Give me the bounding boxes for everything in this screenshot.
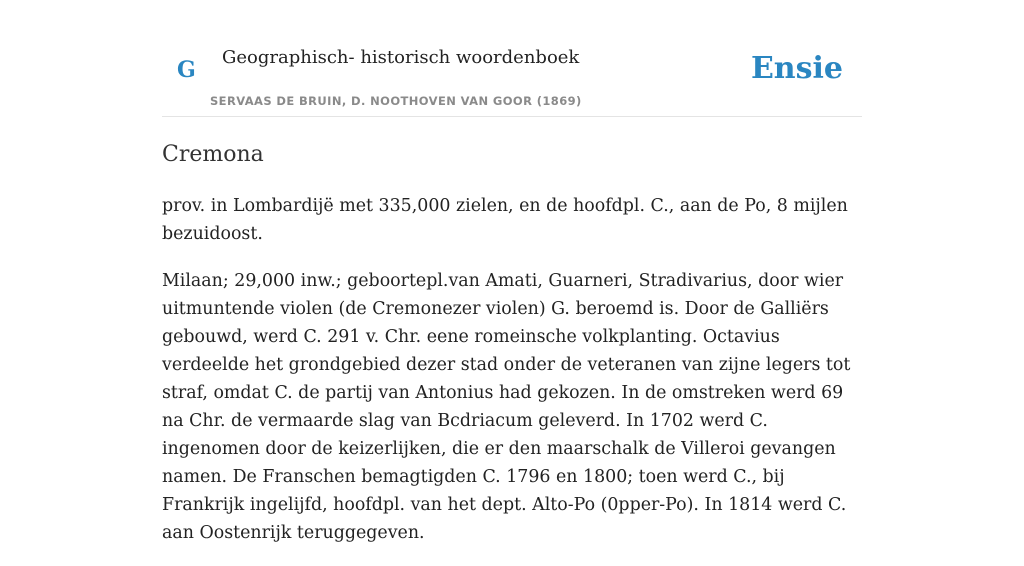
book-author: SERVAAS DE BRUIN, D. NOOTHOVEN VAN GOOR (1869) [210, 94, 582, 108]
entry-paragraph: Milaan; 29,000 inw.; geboortepl.van Amati, Guarneri, Stradivarius, door wier uitmuntende violen (de Cremonezer violen) G. beroemd is. Door de Galliërs gebouwd, werd C. 291 v. Chr. eene romeinsche volkplanting. Octavius verdeelde het grondgebied dezer stad onder de veteranen van zijne legers tot straf, omdat C. de partij van Antonius had gekozen. In de omstreken werd 69 na Chr. de vermaarde slag van Bcdriacum geleverd. In 1702 werd C. ingenomen door de keizerlijken, die er den maarschalk de Villeroi gevangen namen. De Franschen bemagtigden C. 1796 en 1800; toen werd C., bij Frankrijk ingelijfd, hoofdpl. van het dept. Alto-Po (0pper-Po). In 1814 werd C. aan Oostenrijk teruggegeven. [162, 271, 851, 543]
page [162, 0, 862, 543]
entry-paragraph: prov. in Lombardijë met 335,000 zielen, en de hoofdpl. C., aan de Po, 8 mijlen bezuidoost. [162, 196, 848, 244]
entry-title: Cremona [162, 142, 264, 167]
dictionary-logo-icon[interactable]: G [177, 57, 196, 83]
entry-body [162, 192, 862, 566]
book-title-link[interactable]: Geographisch- historisch woordenboek [222, 47, 580, 68]
brand-logo[interactable]: Ensie [750, 51, 843, 86]
header [162, 0, 862, 117]
